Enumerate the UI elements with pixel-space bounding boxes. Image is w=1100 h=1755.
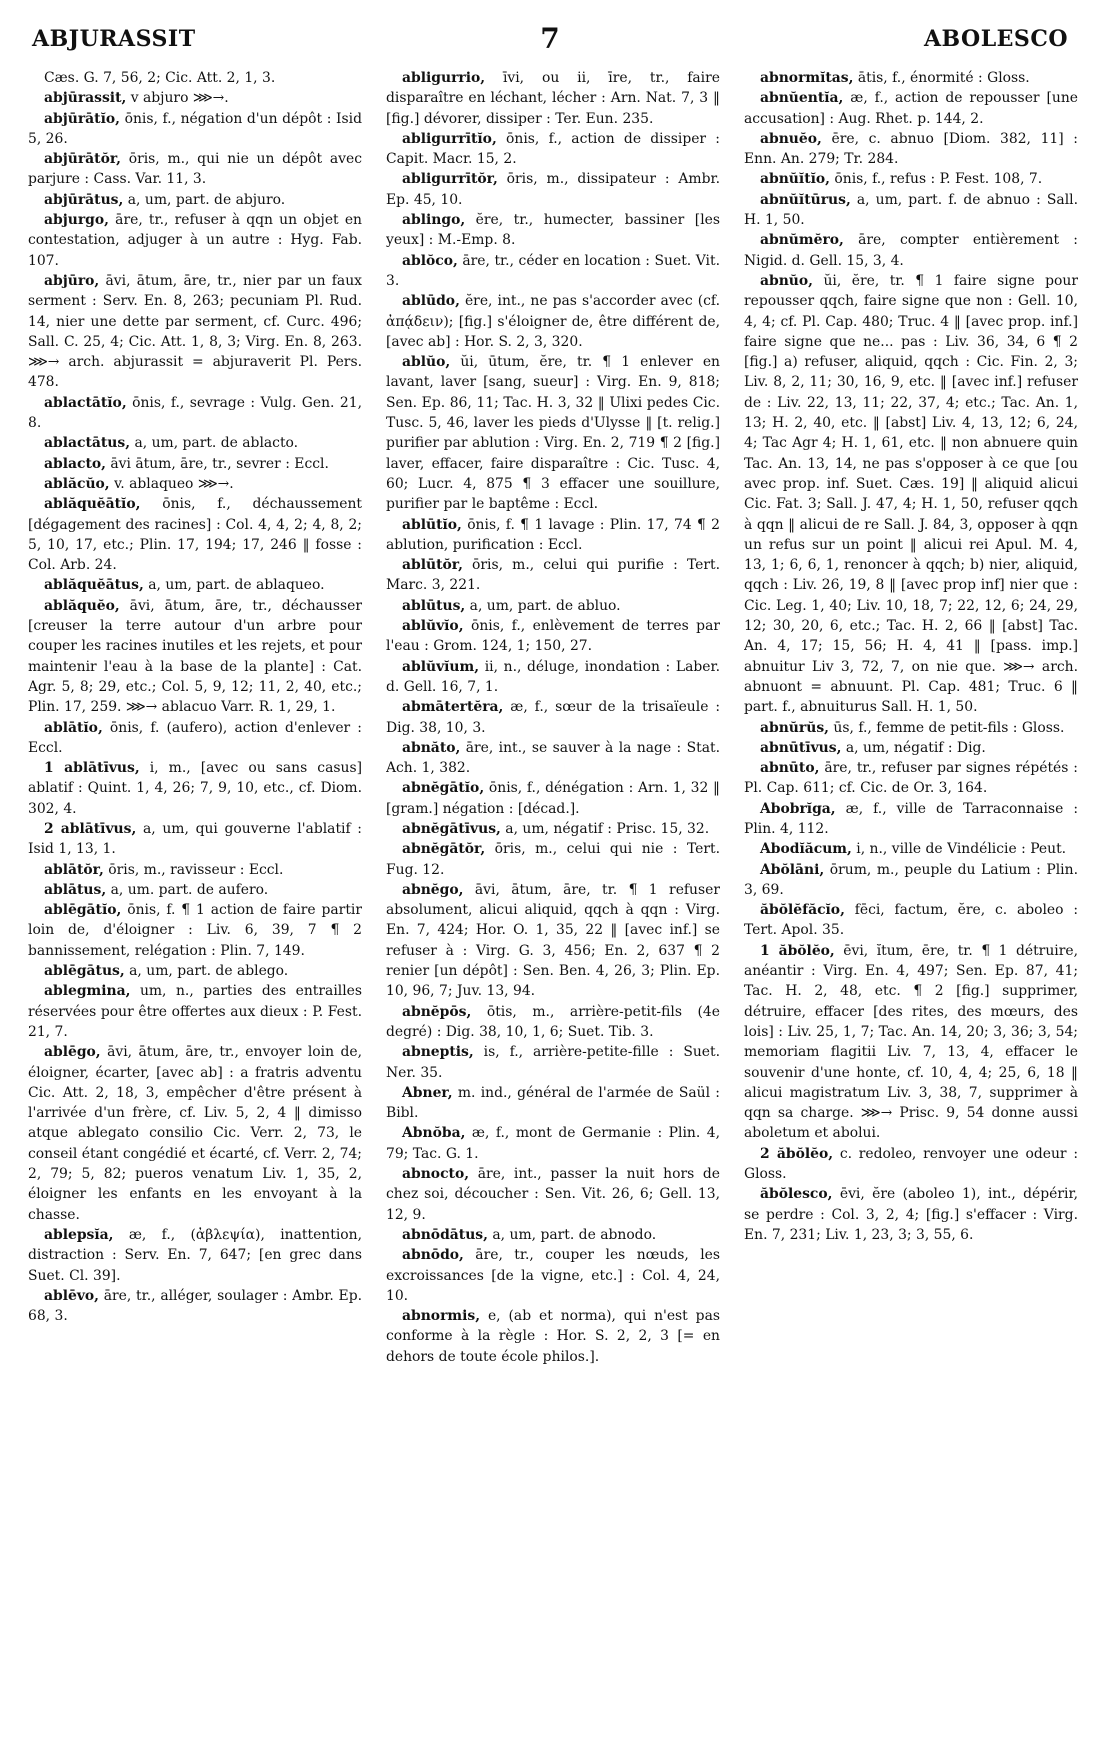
entry-definition: m. ind., général de l'armée de Saül : Bibl. (386, 1084, 720, 1122)
dictionary-entry (28, 271, 362, 393)
entry-headword: ablūdo, (402, 293, 460, 310)
entry-definition: āre, tr., refuser à qqn un objet en contestation, adjuger à un autre : Hyg. Fab. 107. (28, 212, 362, 269)
entry-headword: abnĕpōs, (402, 1003, 472, 1020)
entry-headword: 2 ăbŏlĕo, (760, 1145, 834, 1162)
entry-headword: ablūtus, (402, 597, 466, 614)
dictionary-entry (386, 1306, 720, 1367)
entry-headword: abnūtīvus, (760, 739, 842, 756)
entry-headword: ablēgo, (44, 1044, 101, 1061)
dictionary-entry (386, 169, 720, 210)
dictionary-entry (744, 900, 1078, 941)
entry-definition: Cæs. G. 7, 56, 2; Cic. Att. 2, 1, 3. (44, 70, 276, 86)
dictionary-entry (744, 1144, 1078, 1185)
entry-headword: ablūtŏr, (402, 557, 463, 574)
entry-definition: ōnis, f., sevrage : Vulg. Gen. 21, 8. (28, 394, 362, 432)
dictionary-entry (386, 68, 720, 129)
entry-headword: abjūrātŏr, (44, 151, 121, 168)
entry-definition: āre, tr., couper les nœuds, les excroissances [de la vigne, etc.] : Col. 4, 24, 10. (386, 1247, 720, 1304)
entry-headword: abnuĕo, (760, 130, 822, 147)
dictionary-entry (744, 230, 1078, 271)
entry-definition: ōnis, f., enlèvement de terres par l'eau : Grom. 124, 1; 150, 27. (386, 618, 720, 655)
entry-definition: i, n., ville de Vindélicie : Peut. (851, 841, 1067, 858)
dictionary-entry (28, 575, 362, 595)
entry-headword: 1 ablātīvus, (44, 760, 140, 777)
dictionary-entry (28, 1225, 362, 1286)
entry-definition: a, um, part. de ablego. (124, 963, 289, 980)
entry-definition: āre, compter entièrement : Nigid. d. Gell. 15, 3, 4. (744, 232, 1078, 269)
dictionary-entry (744, 190, 1078, 231)
entry-headword: Abner, (402, 1084, 453, 1101)
entry-headword: ablēvo, (44, 1287, 99, 1304)
entry-definition: ōris, m., celui qui purifie : Tert. Marc. 3, 221. (386, 557, 720, 594)
entry-headword: ablēgātus, (44, 963, 125, 980)
entry-headword: ablăcŭo, (44, 475, 110, 492)
entry-headword: ablăquĕātĭo, (44, 496, 141, 513)
dictionary-entry (28, 758, 362, 819)
entry-headword: ablātus, (44, 881, 107, 898)
entry-definition: ēre, c. abnuo [Diom. 382, 11] : Enn. An. 279; Tr. 284. (744, 130, 1078, 168)
entry-headword: abligurrītŏr, (402, 171, 498, 188)
entry-definition: ōrum, m., peuple du Latium : Plin. 3, 69. (744, 861, 1078, 898)
entry-headword: abjūrātĭo, (44, 110, 120, 127)
entry-definition: ĕre, tr., humecter, bassiner [les yeux] : M.-Emp. 8. (386, 212, 720, 249)
page-header (22, 22, 1078, 54)
page-number: 7 (540, 22, 560, 55)
entry-headword: abligurrio, (402, 70, 486, 86)
entry-definition: a, um, part. de ablacto. (130, 435, 299, 452)
entry-definition: āvi, ātum, āre, tr. ¶ 1 refuser absolument, alicui aliquid, qqch à qqn : Virg. En. 7, 424; Hor. O. 1, 35, 22 ‖ [avec inf.] se refuser à : Virg. G. 3, 456; En. 2, 637 ¶ 2 renier [un dépôt] : Sen. Ben. 4, 26, 3; Plin. Ep. 10, 96, 7; Juv. 13, 94. (386, 881, 720, 1000)
entry-definition: fēci, factum, ĕre, c. aboleo : Tert. Apol. 35. (744, 902, 1078, 939)
dictionary-entry (744, 839, 1078, 859)
dictionary-entry (744, 1184, 1078, 1245)
dictionary-entry (28, 900, 362, 961)
entry-headword: abneptis, (402, 1044, 474, 1061)
entry-definition: æ, f., (ἀβλεψία), inattention, distraction : Serv. En. 7, 647; [en grec dans Suet. Cl. 39]. (28, 1226, 362, 1284)
dictionary-entry (28, 474, 362, 494)
entry-headword: abnŭĭtūrus, (760, 191, 851, 208)
entry-definition: āre, tr., céder en location : Suet. Vit. 3. (386, 252, 720, 289)
dictionary-entry (386, 839, 720, 880)
entry-definition: a, um, part. f. de abnuo : Sall. H. 1, 50. (744, 191, 1078, 229)
dictionary-entry (386, 1083, 720, 1124)
entry-headword: ablŏco, (402, 252, 458, 269)
dictionary-entry (28, 860, 362, 880)
entry-headword: abligurrītĭo, (402, 130, 497, 147)
dictionary-entry (28, 819, 362, 860)
dictionary-entry (386, 738, 720, 779)
entry-definition: ōnis, f., action de dissiper : Capit. Macr. 15, 2. (386, 130, 720, 168)
entry-definition: c. redoleo, renvoyer une odeur : Gloss. (744, 1145, 1078, 1183)
entry-headword: abnŭmĕro, (760, 232, 844, 249)
dictionary-entry (386, 778, 720, 819)
dictionary-entry (744, 68, 1078, 88)
entry-headword: abnŭrŭs, (760, 719, 829, 736)
dictionary-entry (386, 616, 720, 657)
dictionary-entry (28, 718, 362, 759)
entry-definition: is, f., arrière-petite-fille : Suet. Ner. 35. (386, 1044, 720, 1081)
dictionary-entry (386, 819, 720, 839)
dictionary-entry (28, 961, 362, 981)
entry-definition: ōnis, f. ¶ 1 action de faire partir loin de, d'éloigner : Liv. 6, 39, 7 ¶ 2 bannissement, relégation : Plin. 7, 149. (28, 902, 362, 959)
entry-definition: ōris, m., dissipateur : Ambr. Ep. 45, 10. (386, 171, 720, 208)
entry-definition: a, um. part. de aufero. (106, 881, 269, 898)
entry-headword: abnūto, (760, 760, 820, 777)
entry-definition: ōnis, f., refus : P. Fest. 108, 7. (829, 171, 1043, 188)
entry-definition: a, um, part. de abjuro. (123, 191, 286, 208)
entry-definition: āre, int., se sauver à la nage : Stat. Ach. 1, 382. (386, 739, 720, 777)
entry-headword: ablactātus, (44, 435, 131, 452)
dictionary-entry (386, 515, 720, 556)
entry-headword: ablūtĭo, (402, 516, 462, 533)
dictionary-entry (744, 88, 1078, 129)
entry-definition: āvi, ātum, āre, tr., nier par un faux serment : Serv. En. 8, 263; pecuniam Pl. Rud. 14, nier une dette par serment, cf. Curc. 496; Sall. C. 25, 4; Cic. Att. 1, 8, 3; Virg. En. 8, 263. ⋙→ arch. abjurassit = abjuraverit Pl. Pers. 478. (28, 272, 362, 391)
dictionary-entry (386, 1042, 720, 1083)
entry-headword: 2 ablātīvus, (44, 820, 137, 837)
entry-headword: ăbŏlĕfăcĭo, (760, 902, 845, 919)
dictionary-entry (28, 433, 362, 453)
entry-definition: æ, f., action de repousser [une accusation] : Aug. Rhet. p. 144, 2. (744, 90, 1078, 127)
dictionary-entry (386, 352, 720, 514)
entry-definition: ōnis, f. ¶ 1 lavage : Plin. 17, 74 ¶ 2 ablution, purification : Eccl. (386, 516, 720, 553)
entry-headword: abnăto, (402, 739, 461, 756)
dictionary-entry (28, 190, 362, 210)
entry-definition: um, n., parties des entrailles réservées pour être offertes aux dieux : P. Fest. 21, 7. (28, 983, 362, 1040)
dictionary-entry (28, 880, 362, 900)
entry-definition: ŭi, ĕre, tr. ¶ 1 faire signe pour repousser qqch, faire signe que non : Gell. 10, 4, 4; cf. Pl. Cap. 480; Truc. 4 ‖ [avec prop. inf.] faire signe que ne... pas : Liv. 36, 34, 6 ¶ 2 [fig.] a) refuser, aliquid, qqch : Cic. Fin. 2, 3; Liv. 8, 2, 11; 30, 16, 9, etc. ‖ [avec inf.] refuser de : Liv. 22, 13, 11; 22, 37, 4; etc.; Tac. An. 1, 13; H. 2, 40, etc. ‖ [abst] Liv. 4, 13, 12; 6, 24, 4; Tac Agr 4; H. 1, 61, etc. ‖ non abnuere quin Tac. An. 13, 14, ne pas s'opposer à ce que [ou avec prop. inf. Suet. Cæs. 19] ‖ aliquid alicui Cic. Fat. 3; Sall. J. 47, 4; H. 1, 50, refuser qqch à qqn ‖ alicui de re Sall. J. 84, 3, opposer à qqn un refus sur un point ‖ alicui rei Apul. M. 4, 13, 1; 6, 6, 1, renoncer à qqch; b) nier, aliquid, qqch : Liv. 26, 19, 8 ‖ [avec prop inf] nier que : Cic. Leg. 1, 40; Liv. 10, 18, 7; 22, 12, 6; 24, 29, 12; 30, 20, 6, etc.; Tac. H. 2, 66 ‖ [abst] Tac. An. 4, 17; 15, 56; H. 4, 41 ‖ [pass. imp.] abnuitur Liv 3, 72, 7, on nie que. ⋙→ arch. abnuont = abnuunt. Pl. Cap. 481; Truc. 6 ‖ part. f., abnuiturus Sall. H. 1, 50. (744, 272, 1078, 716)
entry-definition: æ, f., mont de Germanie : Plin. 4, 79; Tac. G. 1. (386, 1125, 720, 1162)
entry-headword: abnŭo, (760, 272, 814, 289)
entry-definition: ĕre, int., ne pas s'accorder avec (cf. ἀπᾴδειν); [fig.] s'éloigner de, être différent de, [avec ab] : Hor. S. 2, 3, 320. (386, 293, 720, 350)
dictionary-entry (386, 210, 720, 251)
columns-container (22, 68, 1078, 1740)
entry-definition: v abjuro ⋙→. (126, 90, 229, 107)
entry-headword: ablăquĕo, (44, 597, 120, 614)
entry-headword: ablŭvĭo, (402, 618, 464, 635)
entry-headword: abnormĭtas, (760, 70, 854, 86)
dictionary-entry (28, 596, 362, 718)
entry-definition: āre, tr., alléger, soulager : Ambr. Ep. 68, 3. (28, 1287, 362, 1325)
entry-definition: āvi, ātum, āre, tr., envoyer loin de, éloigner, écarter, [avec ab] : a fratris adventu Cic. Att. 2, 18, 3, empêcher d'être présent à l'arrivée d'un frère, cf. Liv. 5, 2, 4 ‖ dimisso atque ablegato consilio Cic. Verr. 2, 73, le conseil étant congédié et écarté, cf. Verr. 2, 74; 2, 79; 5, 82; pueros venatum Liv. 1, 35, 2, éloigner les enfants en les envoyant à la chasse. (28, 1044, 362, 1223)
dictionary-entry (744, 271, 1078, 718)
dictionary-entry (744, 799, 1078, 840)
dictionary-entry (28, 88, 362, 108)
dictionary-entry (386, 1164, 720, 1225)
dictionary-entry (28, 494, 362, 575)
entry-headword: ăbŏlesco, (760, 1186, 833, 1203)
entry-definition: a, um, négatif : Prisc. 15, 32. (500, 820, 710, 837)
entry-headword: Abŏlāni, (760, 861, 825, 878)
entry-definition: ōnis, f. (aufero), action d'enlever : Eccl. (28, 719, 362, 756)
entry-headword: abnĕgātŏr, (402, 841, 486, 858)
entry-headword: ablegmina, (44, 983, 131, 1000)
entry-headword: abnĕgo, (402, 881, 464, 898)
dictionary-entry (744, 169, 1078, 189)
entry-definition: āvi, ātum, āre, tr., déchausser [creuser la terre autour d'un arbre pour couper les racines inutiles et les rejets, et pour maintenir l'eau à la base de la plante] : Cat. Agr. 5, 8; 29, etc.; Col. 5, 9, 12; 11, 2, 40, etc.; Plin. 17, 259. ⋙→ ablacuo Varr. R. 1, 29, 1. (28, 597, 362, 716)
entry-headword: abmātertĕra, (402, 699, 504, 716)
entry-definition: a, um, part. de abluo. (465, 597, 621, 614)
entry-definition: ŭi, ūtum, ĕre, tr. ¶ 1 enlever en lavant, laver [sang, sueur] : Virg. En. 9, 818; Sen. Ep. 86, 11; Tac. H. 3, 32 ‖ Ulixi pedes Cic. Tusc. 5, 46, laver les pieds d'Ulysse ‖ [t. relig.] purifier par ablution : Virg. En. 2, 719 ¶ 2 [fig.] laver, effacer, faire disparaître : Cic. Tusc. 4, 60; Lucr. 4, 875 ¶ 3 effacer une souillure, purifier par le baptême : Eccl. (386, 354, 720, 513)
entry-headword: ablingo, (402, 212, 466, 229)
entry-definition: ōnis, f., déchaussement [dégagement des racines] : Col. 4, 4, 2; 4, 8, 2; 5, 10, 17, etc.; Plin. 17, 194; 17, 246 ‖ fosse : Col. Arb. 24. (28, 496, 362, 574)
dictionary-entry (744, 860, 1078, 901)
running-head-right: ABOLESCO (923, 26, 1068, 52)
entry-headword: ablŭvĭum, (402, 658, 480, 675)
entry-headword: ablŭo, (402, 354, 451, 371)
entry-definition: ōnis, f., négation d'un dépôt : Isid 5, 26. (28, 110, 362, 147)
entry-headword: abnormis, (402, 1308, 481, 1325)
dictionary-entry (28, 393, 362, 434)
entry-definition: ōnis, f., dénégation : Arn. 1, 32 ‖ [gram.] négation : [décad.]. (386, 780, 720, 817)
dictionary-entry (386, 1225, 720, 1245)
dictionary-entry (386, 1245, 720, 1306)
entry-headword: abjūrātus, (44, 191, 124, 208)
dictionary-entry (28, 68, 362, 88)
entry-headword: ablātĭo, (44, 719, 103, 736)
dictionary-entry (386, 596, 720, 616)
entry-headword: ablăquĕātus, (44, 577, 144, 594)
dictionary-entry (386, 697, 720, 738)
entry-definition: āvi ātum, āre, tr., sevrer : Eccl. (105, 455, 329, 472)
entry-headword: 1 ăbŏlĕo, (760, 942, 835, 959)
dictionary-entry (386, 291, 720, 352)
dictionary-entry (386, 129, 720, 170)
entry-headword: Abnŏba, (402, 1125, 466, 1142)
entry-definition: ōtis, m., arrière-petit-fils (4e degré) : Dig. 38, 10, 1, 6; Suet. Tib. 3. (386, 1003, 720, 1040)
column-3 (744, 68, 1078, 1740)
dictionary-entry (744, 129, 1078, 170)
entry-definition: āre, tr., refuser par signes répétés : Pl. Cap. 611; cf. Cic. de Or. 3, 164. (744, 760, 1078, 797)
entry-headword: abnŭĭtĭo, (760, 171, 830, 188)
entry-headword: ablēgātĭo, (44, 902, 122, 919)
dictionary-entry (386, 555, 720, 596)
entry-definition: v. ablaqueo ⋙→. (109, 475, 234, 492)
entry-headword: Abobrĭga, (760, 800, 836, 817)
entry-definition: ōris, m., celui qui nie : Tert. Fug. 12. (386, 841, 720, 878)
entry-definition: a, um, négatif : Dig. (841, 739, 986, 756)
entry-headword: ablacto, (44, 455, 106, 472)
entry-definition: ūs, f., femme de petit-fils : Gloss. (829, 719, 1065, 736)
column-1 (28, 68, 362, 1740)
running-head-left: ABJURASSIT (32, 26, 196, 52)
entry-headword: abjurgo, (44, 212, 109, 229)
entry-headword: ablātŏr, (44, 861, 104, 878)
entry-definition: ēvi, ĭtum, ēre, tr. ¶ 1 détruire, anéantir : Virg. En. 4, 497; Sen. Ep. 87, 41; Tac. H. 2, 48, etc. ¶ 2 [fig.] supprimer, détruire, effacer [des rites, des mœurs, des lois] : Liv. 25, 1, 7; Tac. An. 14, 20; 3, 36; 3, 54; memoriam flagitii Liv. 7, 13, 4, effacer le souvenir d'une honte, cf. 10, 4, 4; 25, 6, 18 ‖ alicui magistratum Liv. 3, 38, 7, supprimer à qqn sa charge. ⋙→ Prisc. 9, 54 donne aussi aboletum et abolui. (744, 942, 1078, 1142)
entry-definition: æ, f., sœur de la trisaïeule : Dig. 38, 10, 3. (386, 699, 720, 736)
dictionary-entry (28, 210, 362, 271)
column-2 (386, 68, 720, 1740)
entry-headword: Abodĭăcum, (760, 841, 852, 858)
dictionary-entry (386, 880, 720, 1002)
entry-headword: abnocto, (402, 1166, 470, 1183)
entry-definition: æ, f., ville de Tarraconnaise : Plin. 4, 112. (744, 800, 1078, 837)
dictionary-entry (744, 941, 1078, 1144)
entry-definition: āre, int., passer la nuit hors de chez soi, découcher : Sen. Vit. 26, 6; Gell. 13, 12, 9. (386, 1166, 720, 1223)
entry-headword: abjūrassit, (44, 90, 127, 107)
dictionary-entry (386, 1123, 720, 1164)
entry-headword: abnōdātus, (402, 1226, 488, 1243)
entry-headword: abnĕgātīvus, (402, 820, 501, 837)
entry-definition: ōris, m., ravisseur : Eccl. (103, 861, 284, 878)
entry-definition: e, (ab et norma), qui n'est pas conforme à la règle : Hor. S. 2, 2, 3 [= en dehors de toute école philos.]. (386, 1308, 720, 1365)
dictionary-entry (386, 1002, 720, 1043)
entry-headword: ablactātĭo, (44, 394, 127, 411)
entry-definition: ēvi, ĕre (aboleo 1), int., dépérir, se perdre : Col. 3, 2, 4; [fig.] s'effacer : Virg. En. 7, 231; Liv. 1, 23, 3; 3, 55, 6. (744, 1186, 1078, 1243)
dictionary-entry (28, 981, 362, 1042)
dictionary-entry (386, 251, 720, 292)
entry-definition: īvi, ou ii, īre, tr., faire disparaître en léchant, lécher : Arn. Nat. 7, 3 ‖ [fig.] dévorer, dissiper : Ter. Eun. 235. (386, 70, 720, 127)
entry-definition: ātis, f., énormité : Gloss. (853, 70, 1030, 86)
entry-definition: i, m., [avec ou sans casus] ablatif : Quint. 1, 4, 26; 7, 9, 10, etc., cf. Diom. 302, 4. (28, 760, 362, 817)
dictionary-entry (28, 1286, 362, 1327)
dictionary-entry (744, 718, 1078, 738)
dictionary-entry (744, 738, 1078, 758)
dictionary-entry (28, 109, 362, 150)
entry-headword: abnōdo, (402, 1247, 464, 1264)
entry-definition: ii, n., déluge, inondation : Laber. d. Gell. 16, 7, 1. (386, 658, 720, 695)
entry-headword: ablepsĭa, (44, 1226, 114, 1243)
dictionary-entry (28, 454, 362, 474)
entry-headword: abnĕgātĭo, (402, 780, 485, 797)
entry-definition: a, um, qui gouverne l'ablatif : Isid 1, 13, 1. (28, 820, 362, 858)
dictionary-entry (28, 149, 362, 190)
entry-definition: a, um, part. de abnodo. (487, 1226, 657, 1243)
entry-definition: ōris, m., qui nie un dépôt avec parjure : Cass. Var. 11, 3. (28, 151, 362, 188)
entry-headword: abjūro, (44, 272, 100, 289)
dictionary-entry (28, 1042, 362, 1225)
dictionary-entry (386, 657, 720, 698)
entry-definition: a, um, part. de ablaqueo. (143, 577, 325, 594)
dictionary-entry (744, 758, 1078, 799)
entry-headword: abnŭentĭa, (760, 90, 844, 107)
